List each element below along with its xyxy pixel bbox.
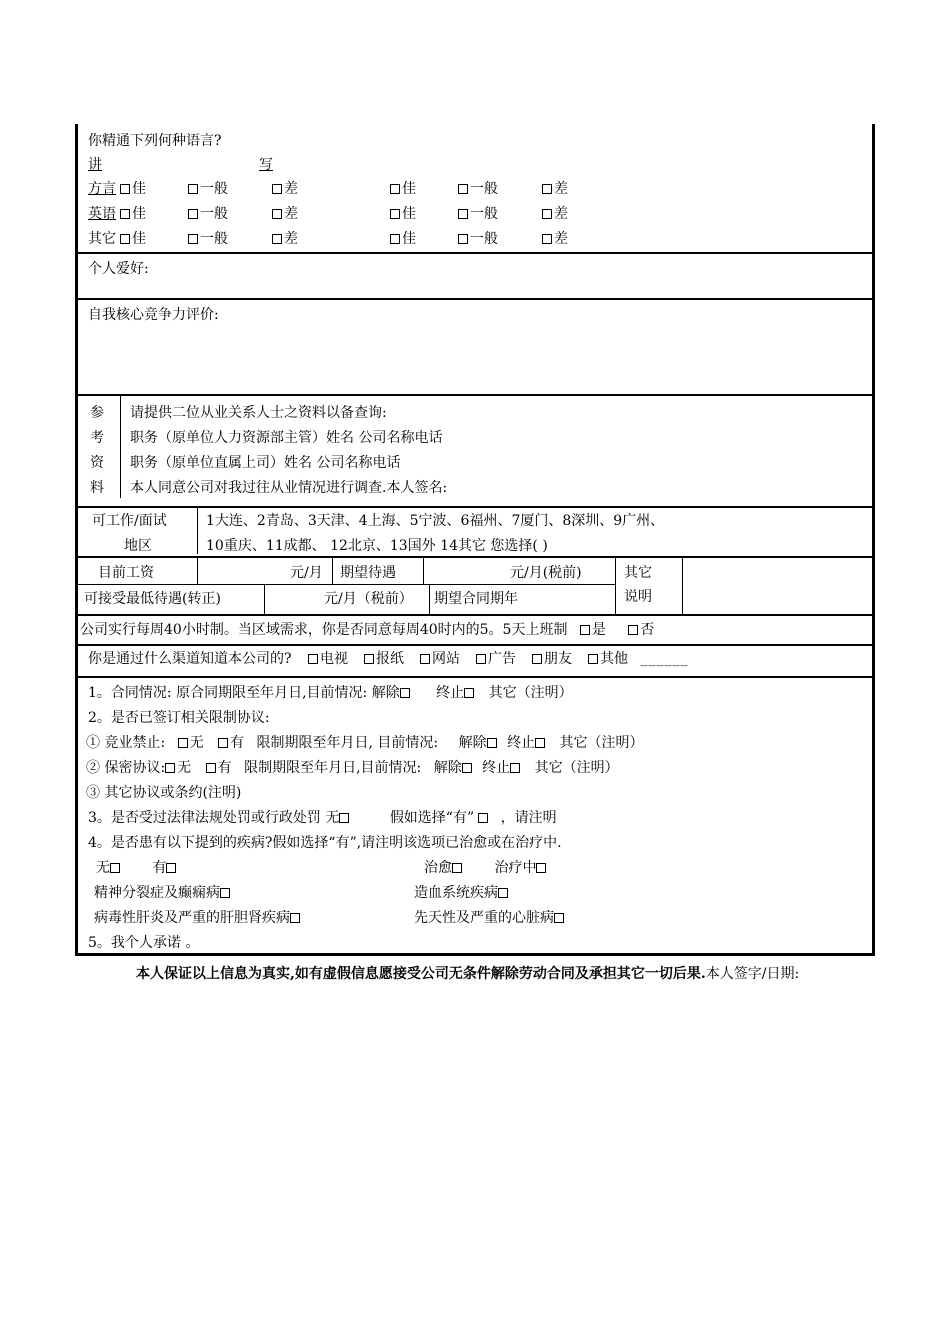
channel-option-label: 广告 bbox=[487, 651, 516, 667]
channel-option bbox=[420, 651, 460, 667]
q2a-row bbox=[86, 734, 644, 752]
q2a-none-label: 无 bbox=[189, 735, 204, 751]
disease-3 bbox=[94, 909, 302, 927]
q2b-release-checkbox[interactable] bbox=[462, 763, 472, 773]
speak-checkbox[interactable] bbox=[272, 209, 282, 219]
divider bbox=[78, 584, 615, 585]
speak-option bbox=[188, 205, 228, 223]
divider bbox=[429, 584, 430, 614]
write-label: 写 bbox=[259, 157, 273, 173]
q2b-none-label: 无 bbox=[177, 760, 192, 776]
q2b-none-checkbox[interactable] bbox=[165, 763, 175, 773]
q4-have-checkbox[interactable] bbox=[166, 863, 176, 873]
option-label: 差 bbox=[554, 206, 568, 222]
language-row-label: 其它 bbox=[88, 231, 116, 247]
channel-checkbox[interactable] bbox=[532, 654, 542, 664]
q4-none-checkbox[interactable] bbox=[110, 863, 120, 873]
speak-option bbox=[272, 205, 298, 223]
q2a-end-label: 终止 bbox=[507, 735, 536, 751]
option-label: 佳 bbox=[402, 206, 416, 222]
divider bbox=[197, 558, 198, 584]
option-label: 佳 bbox=[132, 231, 146, 247]
min-salary-label: 可接受最低待遇(转正) bbox=[84, 591, 221, 607]
reference-line-3: 职务（原单位直属上司）姓名 公司名称电话 bbox=[130, 455, 401, 471]
disease-4 bbox=[414, 909, 566, 927]
region-options-line-2: 10重庆、11成都、 12北京、13国外 14其它 您选择( ) bbox=[206, 538, 548, 554]
q5-text: 5。我个人承诺 。 bbox=[88, 935, 200, 951]
q4-treating-label: 治疗中 bbox=[494, 860, 537, 876]
q2a-other-label: 其它（注明） bbox=[559, 735, 644, 751]
disease-2-label: 造血系统疾病 bbox=[414, 885, 498, 901]
channel-option bbox=[532, 651, 572, 667]
option-label: 差 bbox=[284, 231, 298, 247]
channel-option-label: 报纸 bbox=[375, 651, 404, 667]
write-checkbox[interactable] bbox=[542, 234, 552, 244]
write-checkbox[interactable] bbox=[390, 234, 400, 244]
workweek-yes-checkbox[interactable] bbox=[580, 625, 590, 635]
q2-text: 2。是否已签订相关限制协议: bbox=[88, 710, 270, 726]
channel-option-label: 网站 bbox=[431, 651, 460, 667]
channel-option bbox=[588, 651, 628, 667]
channel-checkbox[interactable] bbox=[364, 654, 374, 664]
write-checkbox[interactable] bbox=[390, 209, 400, 219]
q2a-release-label: 解除 bbox=[458, 735, 487, 751]
speak-option bbox=[272, 180, 298, 198]
write-option bbox=[390, 230, 416, 248]
write-option bbox=[390, 205, 416, 223]
divider bbox=[78, 644, 872, 646]
divider bbox=[78, 614, 872, 616]
q3-row bbox=[88, 809, 557, 827]
channel-checkbox[interactable] bbox=[308, 654, 318, 664]
option-label: 一般 bbox=[470, 231, 498, 247]
disease-1-label: 精神分裂症及癫痫病 bbox=[94, 885, 220, 901]
option-label: 一般 bbox=[470, 181, 498, 197]
q3-end: ，请注明 bbox=[500, 810, 557, 826]
self-eval-label: 自我核心竞争力评价: bbox=[88, 307, 219, 323]
declaration-bold-text: 本人保证以上信息为真实,如有虚假信息愿接受公司无条件解除劳动合同及承担其它一切后果. bbox=[136, 966, 706, 982]
channel-blank: ______ bbox=[640, 651, 689, 667]
q2b-release-label: 解除 bbox=[433, 760, 462, 776]
q2b-rest: 限制期限至年月日,目前情况: bbox=[244, 760, 422, 776]
q2b-have-checkbox[interactable] bbox=[206, 763, 216, 773]
divider bbox=[120, 396, 121, 498]
language-row-label: 英语 bbox=[88, 206, 116, 222]
channel-option-label: 其他 bbox=[599, 651, 628, 667]
workweek-yes-label: 是 bbox=[591, 622, 606, 638]
speak-option bbox=[188, 180, 228, 198]
region-options-line-1: 1大连、2青岛、3天津、4上海、5宁波、6福州、7厦门、8深圳、9广州、 bbox=[206, 513, 665, 529]
other-label-1: 其它 bbox=[624, 565, 652, 581]
speak-option bbox=[120, 230, 146, 248]
q2b-end-label: 终止 bbox=[482, 760, 511, 776]
option-label: 差 bbox=[284, 181, 298, 197]
q4-none-row bbox=[96, 859, 178, 877]
write-option bbox=[542, 180, 568, 198]
option-label: 一般 bbox=[200, 231, 228, 247]
q2c-text: ③ 其它协议或条约(注明) bbox=[86, 785, 242, 801]
q2a-release-checkbox[interactable] bbox=[487, 738, 497, 748]
q4-status-row bbox=[424, 859, 548, 877]
option-label: 佳 bbox=[402, 181, 416, 197]
q4-have-label: 有 bbox=[152, 860, 167, 876]
q3-none-checkbox[interactable] bbox=[339, 813, 349, 823]
reference-side-1: 参 bbox=[90, 405, 104, 421]
q1-end-label: 终止 bbox=[436, 685, 465, 701]
write-option bbox=[542, 230, 568, 248]
write-option bbox=[542, 205, 568, 223]
salary-section bbox=[78, 558, 872, 614]
write-option bbox=[458, 205, 498, 223]
write-option bbox=[390, 180, 416, 198]
reference-line-2: 职务（原单位人力资源部主管）姓名 公司名称电话 bbox=[130, 430, 443, 446]
reference-side-2: 考 bbox=[90, 430, 104, 446]
disease-2-checkbox[interactable] bbox=[498, 888, 508, 898]
channel-row bbox=[88, 650, 688, 668]
channel-option bbox=[476, 651, 516, 667]
speak-option bbox=[272, 230, 298, 248]
q2a-prefix: ① 竞业禁止: bbox=[86, 735, 166, 751]
q2a-have-label: 有 bbox=[230, 735, 245, 751]
divider bbox=[264, 584, 265, 614]
declaration bbox=[136, 962, 878, 987]
speak-label: 讲 写 bbox=[88, 157, 273, 173]
write-checkbox[interactable] bbox=[458, 209, 468, 219]
divider bbox=[332, 558, 333, 584]
hobby-label: 个人爱好: bbox=[88, 261, 149, 277]
q4-cured-checkbox[interactable] bbox=[452, 863, 462, 873]
workweek-text: 公司实行每周40小时制。当区域需求，你是否同意每周40时内的5。5天上班制 bbox=[80, 622, 568, 638]
region-label-1: 可工作/面试 bbox=[92, 513, 167, 529]
current-salary-label: 目前工资 bbox=[98, 565, 154, 581]
q3-mid: 假如选择“有” bbox=[389, 810, 475, 826]
speak-checkbox[interactable] bbox=[120, 234, 130, 244]
divider bbox=[197, 508, 198, 554]
channel-option bbox=[308, 651, 348, 667]
region-section bbox=[78, 508, 872, 554]
declaration-signature-label: 本人签字/日期: bbox=[705, 966, 800, 982]
q4-treating-checkbox[interactable] bbox=[536, 863, 546, 873]
q2b-have-label: 有 bbox=[217, 760, 232, 776]
language-question: 你精通下列何种语言? bbox=[88, 133, 222, 149]
channel-option-label: 朋友 bbox=[543, 651, 572, 667]
reference-section bbox=[78, 396, 872, 498]
option-label: 佳 bbox=[132, 181, 146, 197]
channel-question: 你是通过什么渠道知道本公司的? bbox=[88, 651, 292, 667]
write-checkbox[interactable] bbox=[542, 184, 552, 194]
q2a-end-checkbox[interactable] bbox=[535, 738, 545, 748]
divider bbox=[78, 252, 872, 254]
option-label: 佳 bbox=[402, 231, 416, 247]
speak-checkbox[interactable] bbox=[188, 234, 198, 244]
reference-side-3: 资 bbox=[90, 455, 104, 471]
language-section bbox=[78, 124, 872, 252]
workweek-no-checkbox[interactable] bbox=[628, 625, 638, 635]
disease-4-checkbox[interactable] bbox=[554, 913, 564, 923]
reference-line-1: 请提供二位从业关系人士之资料以备查询: bbox=[130, 405, 387, 421]
write-checkbox[interactable] bbox=[458, 184, 468, 194]
speak-option bbox=[188, 230, 228, 248]
min-salary-unit: 元/月（税前） bbox=[324, 591, 413, 607]
q2b-row bbox=[86, 759, 619, 777]
q4-none-label: 无 bbox=[96, 860, 110, 876]
q2b-other-label: 其它（注明） bbox=[534, 760, 619, 776]
q3-prefix: 3。是否受过法律法规处罚或行政处罚 无 bbox=[88, 810, 340, 826]
option-label: 差 bbox=[554, 231, 568, 247]
speak-checkbox[interactable] bbox=[120, 209, 130, 219]
speak-checkbox[interactable] bbox=[188, 184, 198, 194]
write-option bbox=[458, 230, 498, 248]
disease-3-label: 病毒性肝炎及严重的肝胆肾疾病 bbox=[94, 910, 290, 926]
option-label: 差 bbox=[284, 206, 298, 222]
channel-option bbox=[364, 651, 404, 667]
expected-salary-unit: 元/月(税前) bbox=[510, 565, 582, 581]
q3-have-checkbox[interactable] bbox=[478, 813, 488, 823]
option-label: 差 bbox=[554, 181, 568, 197]
speak-option bbox=[120, 205, 146, 223]
divider bbox=[78, 298, 872, 300]
language-row-label: 方言 bbox=[88, 181, 116, 197]
speak-checkbox[interactable] bbox=[272, 184, 282, 194]
q4-cured-label: 治愈 bbox=[424, 860, 452, 876]
write-checkbox[interactable] bbox=[542, 209, 552, 219]
q1-row bbox=[88, 684, 573, 702]
q2a-none-checkbox[interactable] bbox=[178, 738, 188, 748]
q1-text: 1。合同情况: 原合同期限至年月日,目前情况: 解除 bbox=[88, 685, 400, 701]
speak-option bbox=[120, 180, 146, 198]
workweek-row bbox=[80, 621, 654, 639]
q1-other-label: 其它（注明） bbox=[488, 685, 573, 701]
option-label: 佳 bbox=[132, 206, 146, 222]
write-checkbox[interactable] bbox=[458, 234, 468, 244]
speak-checkbox[interactable] bbox=[188, 209, 198, 219]
region-label-2: 地区 bbox=[124, 538, 152, 554]
option-label: 一般 bbox=[200, 181, 228, 197]
expected-salary-label: 期望待遇 bbox=[340, 565, 396, 581]
option-label: 一般 bbox=[470, 206, 498, 222]
q2a-have-checkbox[interactable] bbox=[218, 738, 228, 748]
divider bbox=[615, 558, 616, 614]
speak-checkbox[interactable] bbox=[120, 184, 130, 194]
q2a-rest: 限制期限至年月日, 目前情况: bbox=[256, 735, 439, 751]
write-option bbox=[458, 180, 498, 198]
q1-release-checkbox[interactable] bbox=[400, 688, 410, 698]
q2b-prefix: ② 保密协议: bbox=[86, 760, 166, 776]
channel-checkbox[interactable] bbox=[588, 654, 598, 664]
contract-period-label: 期望合同期年 bbox=[434, 591, 518, 607]
channel-option-label: 电视 bbox=[319, 651, 348, 667]
q2b-end-checkbox[interactable] bbox=[510, 763, 520, 773]
channel-checkbox[interactable] bbox=[420, 654, 430, 664]
option-label: 一般 bbox=[200, 206, 228, 222]
disease-4-label: 先天性及严重的心脏病 bbox=[414, 910, 554, 926]
channel-checkbox[interactable] bbox=[476, 654, 486, 664]
q1-end-checkbox[interactable] bbox=[464, 688, 474, 698]
reference-side-4: 料 bbox=[90, 480, 104, 496]
channel-options bbox=[296, 651, 636, 667]
write-checkbox[interactable] bbox=[390, 184, 400, 194]
q4-text: 4。是否患有以下提到的疾病?假如选择“有”,请注明该选项已治愈或在治疗中. bbox=[88, 835, 562, 851]
disease-1 bbox=[94, 884, 232, 902]
reference-line-4: 本人同意公司对我过往从业情况进行调查.本人签名: bbox=[130, 480, 448, 496]
disease-1-checkbox[interactable] bbox=[220, 888, 230, 898]
application-form bbox=[75, 124, 875, 956]
speak-checkbox[interactable] bbox=[272, 234, 282, 244]
divider bbox=[423, 558, 424, 584]
workweek-no-label: 否 bbox=[640, 622, 655, 638]
current-salary-unit: 元/月 bbox=[290, 565, 323, 581]
disease-3-checkbox[interactable] bbox=[290, 913, 300, 923]
other-label-2: 说明 bbox=[624, 589, 652, 605]
questions-section bbox=[78, 678, 872, 956]
disease-2 bbox=[414, 884, 510, 902]
divider bbox=[682, 558, 683, 614]
